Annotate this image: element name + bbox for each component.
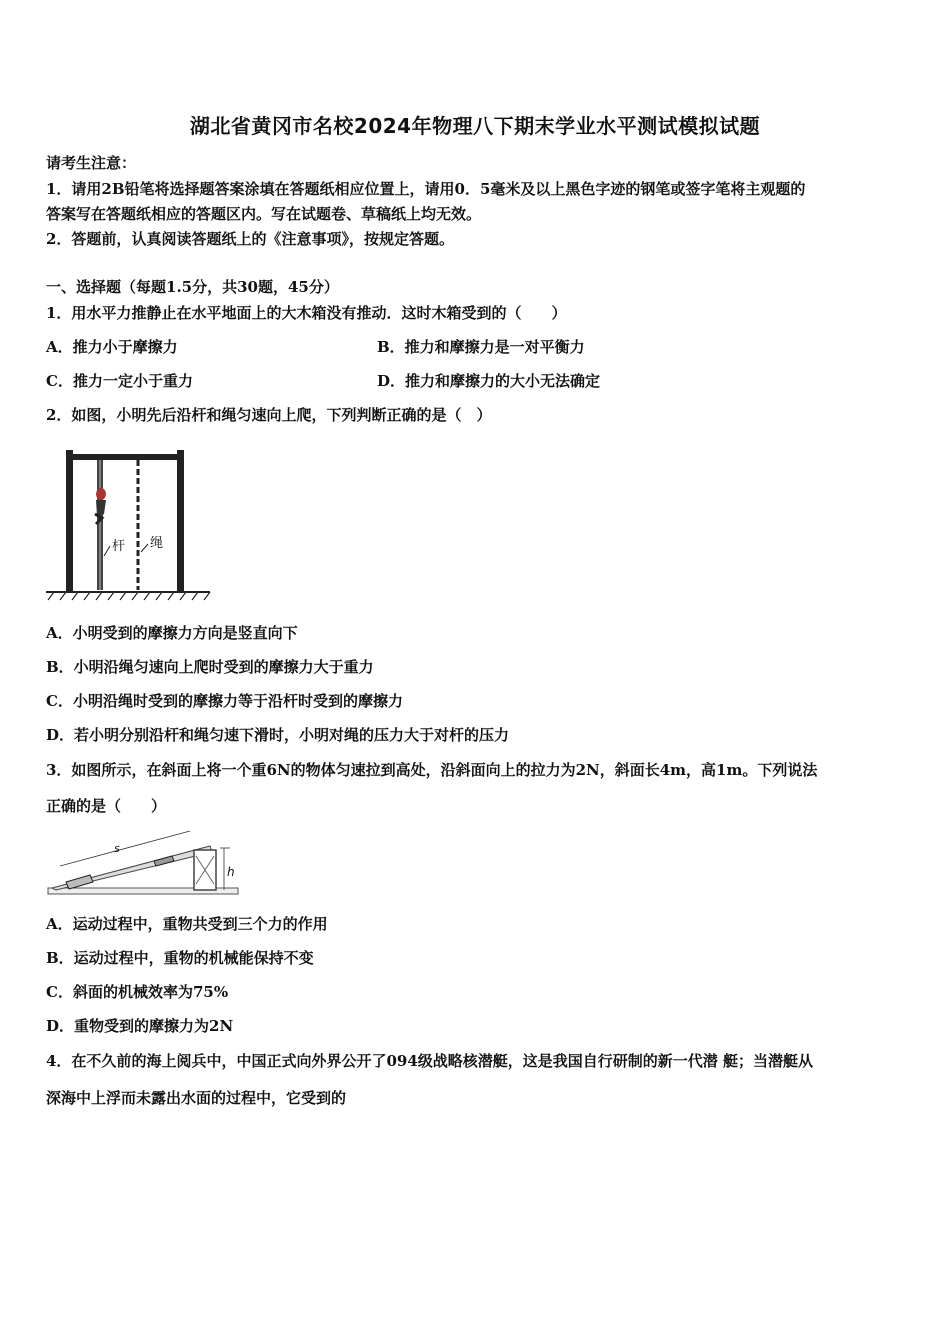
- notice-item-2: 2．答题前，认真阅读答题纸上的《注意事项》，按规定答题。: [46, 230, 454, 248]
- question-2-option-d: D．若小明分别沿杆和绳匀速下滑时，小明对绳的压力大于对杆的压力: [46, 726, 510, 744]
- question-1-option-a: A．推力小于摩擦力: [46, 338, 178, 356]
- question-1-option-b: B．推力和摩擦力是一对平衡力: [377, 338, 585, 356]
- question-2-stem: 2．如图，小明先后沿杆和绳匀速向上爬，下列判断正确的是（ ）: [46, 406, 492, 424]
- notice-heading: 请考生注意：: [46, 154, 137, 172]
- question-2-option-c: C．小明沿绳时受到的摩擦力等于沿杆时受到的摩擦力: [46, 692, 403, 710]
- incline-length-label: s: [114, 842, 120, 855]
- pole-label: 杆: [112, 539, 126, 554]
- question-1-stem: 1．用水平力推静止在水平地面上的大木箱没有推动．这时木箱受到的（ ）: [46, 304, 567, 322]
- incline-height-label: h: [227, 865, 235, 879]
- question-4-stem-cont: 深海中上浮而未露出水面的过程中，它受到的: [46, 1089, 347, 1107]
- question-4-stem: 4．在不久前的海上阅兵中，中国正式向外界公开了094级战略核潜艇，这是我国自行研制的新一代潜 艇；当潜艇从: [46, 1052, 813, 1070]
- question-3-stem: 3．如图所示，在斜面上将一个重6N的物体匀速拉到高处，沿斜面向上的拉力为2N，斜面长4m，高1m。下列说法: [46, 761, 818, 779]
- question-3-option-b: B．运动过程中，重物的机械能保持不变: [46, 949, 314, 967]
- section-heading: 一、选择题（每题1.5分，共30题，45分）: [46, 278, 339, 296]
- notice-item-1-cont: 答案写在答题纸相应的答题区内。写在试题卷、草稿纸上均无效。: [46, 205, 482, 223]
- ground-hatching: [48, 592, 210, 600]
- climber-icon: [95, 488, 106, 524]
- question-1-option-d: D．推力和摩擦力的大小无法确定: [377, 372, 601, 390]
- notice-item-1: 1．请用2B铅笔将选择题答案涂填在答题纸相应位置上，请用0．5毫米及以上黑色字迹的钢笔或签字笔将主观题的: [46, 180, 806, 198]
- question-3-option-d: D．重物受到的摩擦力为2N: [46, 1017, 234, 1035]
- question-3-stem-cont: 正确的是（ ）: [46, 797, 167, 815]
- incline-figure: [44, 826, 244, 900]
- question-1-option-c: C．推力一定小于重力: [46, 372, 193, 390]
- question-2-option-b: B．小明沿绳匀速向上爬时受到的摩擦力大于重力: [46, 658, 374, 676]
- page-title: 湖北省黄冈市名校2024年物理八下期末学业水平测试模拟试题: [189, 114, 761, 138]
- question-2-option-a: A．小明受到的摩擦力方向是竖直向下: [46, 624, 298, 642]
- question-3-option-c: C．斜面的机械效率为75%: [46, 983, 229, 1001]
- question-3-option-a: A．运动过程中，重物共受到三个力的作用: [46, 915, 328, 933]
- rope-label: 绳: [150, 536, 164, 551]
- pole-rope-figure: [44, 448, 214, 608]
